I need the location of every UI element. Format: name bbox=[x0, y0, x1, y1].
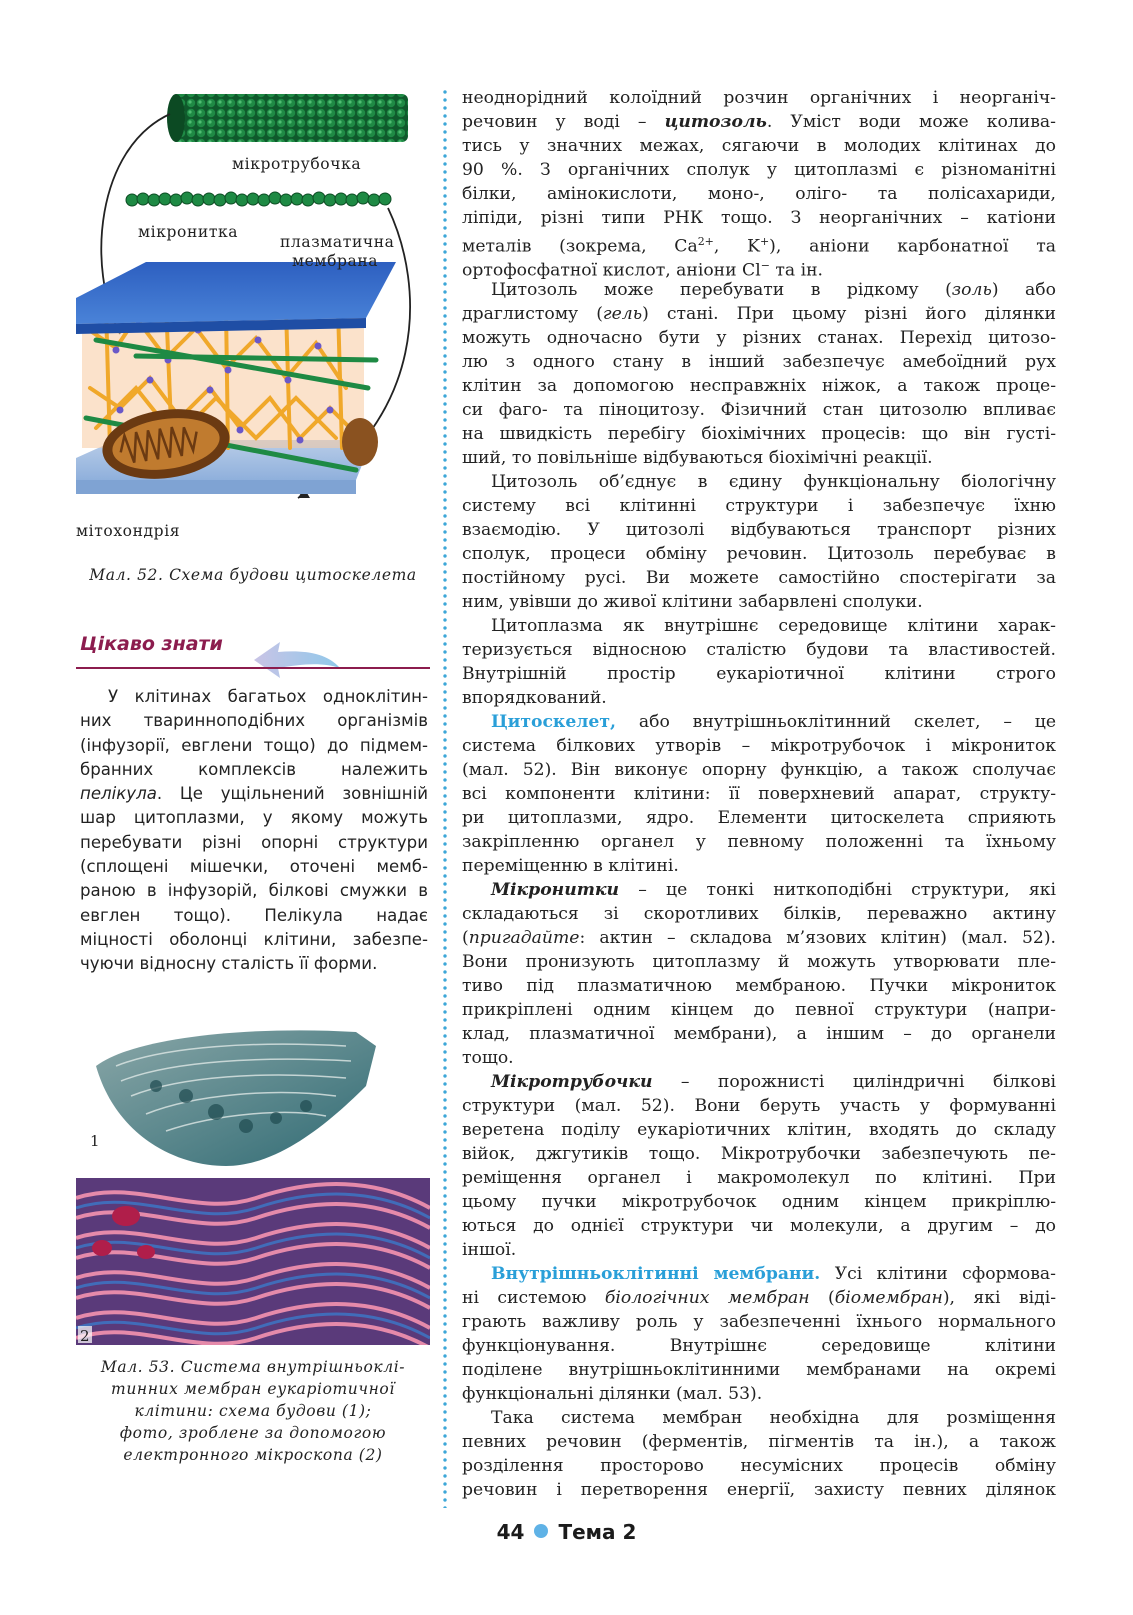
text-line: певних речовин (ферментів, пігментів та ін.), а також bbox=[462, 1432, 1056, 1452]
text-line: речовин і перетворення енергії, захисту певних ділянок bbox=[462, 1480, 1056, 1500]
term-microfilaments: Мікронитки bbox=[491, 880, 620, 900]
main-text bbox=[462, 86, 1056, 1502]
text-line: клад, плазматичної мембрани), а іншим – до органели bbox=[462, 1024, 1056, 1044]
text-line: драглистому (гель) стані. При цьому різні його ділянки bbox=[462, 304, 1056, 324]
box-line: шар цитоплазми, у якому можуть bbox=[80, 808, 428, 828]
text-line: структури (мал. 52). Вони беруть участь у формуванні bbox=[462, 1096, 1056, 1116]
text-line: клітин за допомогою несправжніх ніжок, а також проце- bbox=[462, 376, 1056, 396]
box-line: У клітинах багатьох одноклітин- bbox=[108, 687, 428, 706]
text-line: Цитоплазма як внутрішнє середовище клітини харак- bbox=[491, 616, 1056, 636]
label-microfilament: мікронитка bbox=[138, 223, 239, 241]
text-line: система білкових утворів – мікротрубочок і мікрониток bbox=[462, 736, 1056, 756]
text-line: си фаго- та піноцитозу. Фізичний стан цитозолю впливає bbox=[462, 400, 1056, 420]
text-line: грають важливу роль у забезпеченні їхнього нормального bbox=[462, 1312, 1056, 1332]
text-line: поділене внутрішньоклітинними мембранами на окремі bbox=[462, 1360, 1056, 1380]
figure53-caption bbox=[76, 1356, 430, 1466]
text-line: систему всі клітинні структури і забезпечує їхню bbox=[462, 496, 1056, 516]
text-line: білки, амінокислоти, моно-, оліго- та полісахариди, bbox=[462, 184, 1056, 204]
microtubule-drawing bbox=[167, 94, 408, 142]
text-line: складаються зі скоротливих білків, переважно актину bbox=[462, 904, 1056, 924]
caption-line: фото, зроблене за допомогою bbox=[119, 1424, 387, 1442]
text-line: всі компоненти клітини: її поверхневий апарат, структу- bbox=[462, 784, 1056, 804]
term-cytosol: цитозоль bbox=[664, 112, 767, 132]
text-line: неоднорідний колоїдний розчин органічних і неорганіч- bbox=[462, 88, 1056, 108]
text-line: лю з одного стану в інший забезпечує амебоїдний рух bbox=[462, 352, 1056, 372]
text-line: веретена поділу еукаріотичних клітин, входять до складу bbox=[462, 1120, 1056, 1140]
text-line: впорядкований. bbox=[462, 688, 607, 708]
caption-line: клітини: схема будови (1); bbox=[134, 1402, 372, 1420]
text-line: (мал. 52). Він виконує опорну функцію, а також сполучає bbox=[462, 760, 1056, 780]
caption-line: тинних мембран еукаріотичної bbox=[111, 1380, 395, 1398]
text-line: реміщення органел і макромолекул по клітині. При bbox=[462, 1168, 1056, 1188]
box-line: чуючи відносну сталість її форми. bbox=[80, 954, 378, 974]
text-line: ним, увівши до живої клітини забарвлені сполуки. bbox=[462, 592, 923, 612]
text-line: розділення просторово несумісних процесів обміну bbox=[462, 1456, 1056, 1476]
cytoskeleton-figure bbox=[76, 88, 430, 543]
text-line: цьому пучки мікротрубочок одним кінцем прикріплю- bbox=[462, 1192, 1056, 1212]
figure53-label-2: 2 bbox=[80, 1327, 90, 1345]
bullet-dot-icon bbox=[534, 1524, 548, 1538]
text-line: 90 %. З органічних сполук у цитоплазмі є різноманітні bbox=[462, 160, 1056, 180]
box-line: евглен тощо). Пелікула надає bbox=[80, 905, 428, 925]
curved-arrow-icon bbox=[252, 638, 342, 682]
section-name: Тема 2 bbox=[558, 1520, 637, 1544]
term-microtubules: Мікротрубочки bbox=[491, 1072, 653, 1092]
label-mitochondrion: мітохондрія bbox=[76, 522, 181, 540]
text-line: іншої. bbox=[462, 1240, 517, 1260]
label-membrane-line1: плазматична bbox=[280, 233, 395, 251]
text-line: Внутрішньоклітинні мембрани. Усі клітини сформова- bbox=[491, 1264, 1056, 1284]
label-membrane-line2: мембрана bbox=[292, 252, 379, 270]
text-line: прикріплені одним кінцем до певної структури (напри- bbox=[462, 1000, 1056, 1020]
text-line: функціонування. Внутрішнє середовище клітини bbox=[462, 1336, 1056, 1356]
text-line: Вони пронизують цитоплазму й можуть утворювати пле- bbox=[462, 952, 1056, 972]
text-line: війок, джгутиків тощо. Мікротрубочки забезпечують пе- bbox=[462, 1144, 1056, 1164]
er-micrograph-illustration bbox=[76, 1178, 430, 1345]
page-footer bbox=[0, 1520, 1133, 1544]
text-line: сполук, процеси обміну речовин. Цитозоль перебуває в bbox=[462, 544, 1056, 564]
text-line: переміщенню в клітині. bbox=[462, 856, 679, 876]
text-line: можуть одночасно бути у різних станах. Перехід цитозо- bbox=[462, 328, 1056, 348]
text-line: ні системою біологічних мембран (біомембран), які віді- bbox=[462, 1288, 1056, 1308]
box-line: перебувати різні опорні структури bbox=[80, 832, 428, 852]
plasma-membrane-plate bbox=[76, 262, 396, 324]
text-line: (пригадайте: актин – складова м’язових клітин) (мал. 52). bbox=[462, 928, 1056, 948]
text-line: тись у значних межах, сягаючи в молодих клітинах до bbox=[462, 136, 1056, 156]
text-line: функціональні ділянки (мал. 53). bbox=[462, 1384, 763, 1404]
text-line: ються до однієї структури чи молекули, а другим – до bbox=[462, 1216, 1056, 1236]
caption-line: Мал. 53. Система внутрішньоклі- bbox=[100, 1358, 406, 1376]
text-line: закріпленню органел у певному положенні та їхньому bbox=[462, 832, 1056, 852]
text-line: тощо. bbox=[462, 1048, 514, 1068]
box-line bbox=[80, 782, 428, 806]
text-line: Така система мембран необхідна для розміщення bbox=[491, 1408, 1056, 1428]
cytoskeleton-illustration bbox=[76, 88, 430, 543]
column-divider bbox=[443, 88, 447, 1508]
interesting-box-text bbox=[80, 685, 428, 977]
text-line: речовин у воді – цитозоль. Уміст води може колива- bbox=[462, 112, 1056, 132]
figure53-micrograph bbox=[76, 1178, 430, 1345]
label-microtubule: мікротрубочка bbox=[232, 155, 362, 173]
text-line: ліпіди, різні типи РНК тощо. З неорганічних – катіони bbox=[462, 208, 1056, 228]
text-line: Цитоскелет, або внутрішньоклітинний скелет, – це bbox=[491, 712, 1056, 732]
caption-line: електронного мікроскопа (2) bbox=[123, 1446, 383, 1464]
figure53-label-1: 1 bbox=[90, 1132, 100, 1150]
page-number: 44 bbox=[496, 1520, 525, 1544]
text-line: тиво під плазматичною мембраною. Пучки мікрониток bbox=[462, 976, 1056, 996]
text-line: взаємодію. У цитозолі відбуваються транспорт різних bbox=[462, 520, 1056, 540]
text-line: Мікронитки – це тонкі ниткоподібні структури, які bbox=[491, 880, 1056, 900]
box-line: бранних комплексів належить bbox=[80, 759, 428, 779]
text-line: ортофосфатної кислот, аніони Cl− та ін. bbox=[462, 259, 824, 281]
text-line: Внутрішній простір еукаріотичної клітини строго bbox=[462, 664, 1056, 684]
box-line: (сплощені мішечки, оточені мемб- bbox=[80, 857, 428, 877]
text-line: Цитозоль об’єднує в єдину функціональну біологічну bbox=[491, 472, 1056, 492]
figure52-caption: Мал. 52. Схема будови цитоскелета bbox=[89, 566, 417, 584]
term-cytoskeleton: Цитоскелет, bbox=[491, 712, 616, 732]
term-intracellular-membranes: Внутрішньоклітинні мембрани. bbox=[491, 1264, 821, 1284]
term-pelicle: пелікула bbox=[80, 784, 157, 804]
text-line: теризується відносною сталістю будови та властивостей. bbox=[462, 640, 1056, 660]
box-line: міцності оболонці клітини, забезпе- bbox=[80, 929, 428, 949]
text-line: Цитозоль може перебувати в рідкому (золь) або bbox=[491, 280, 1056, 300]
text-line: ший, то повільніше відбуваються біохімічні реакції. bbox=[462, 448, 933, 468]
interesting-box-title: Цікаво знати bbox=[80, 633, 223, 655]
text-line: ри цитоплазми, ядро. Елементи цитоскелета сприяють bbox=[462, 808, 1056, 828]
er-scheme-illustration bbox=[76, 1026, 430, 1176]
microfilament-drawing bbox=[126, 192, 391, 206]
figure53-scheme bbox=[76, 1026, 430, 1176]
text-line: Мікротрубочки – порожнисті циліндричні білкові bbox=[491, 1072, 1056, 1092]
box-line: раною в інфузорій, білкові смужки в bbox=[80, 881, 428, 901]
text-line: металів (зокрема, $Ca^{2+}$, K+), аніони карбонатної та bbox=[462, 235, 1056, 257]
box-line-rest: . Це ущільнений зовнішній bbox=[156, 784, 428, 804]
text-line: на швидкість перебігу біохімічних процесів: що він густі- bbox=[462, 424, 1056, 444]
text-line: постійному русі. Ви можете самостійно спостерігати за bbox=[462, 568, 1056, 588]
box-line: (інфузорії, евглени тощо) до підмем- bbox=[80, 735, 428, 755]
interesting-box-rule bbox=[76, 667, 430, 669]
box-line: них тваринноподібних організмів bbox=[80, 711, 428, 731]
